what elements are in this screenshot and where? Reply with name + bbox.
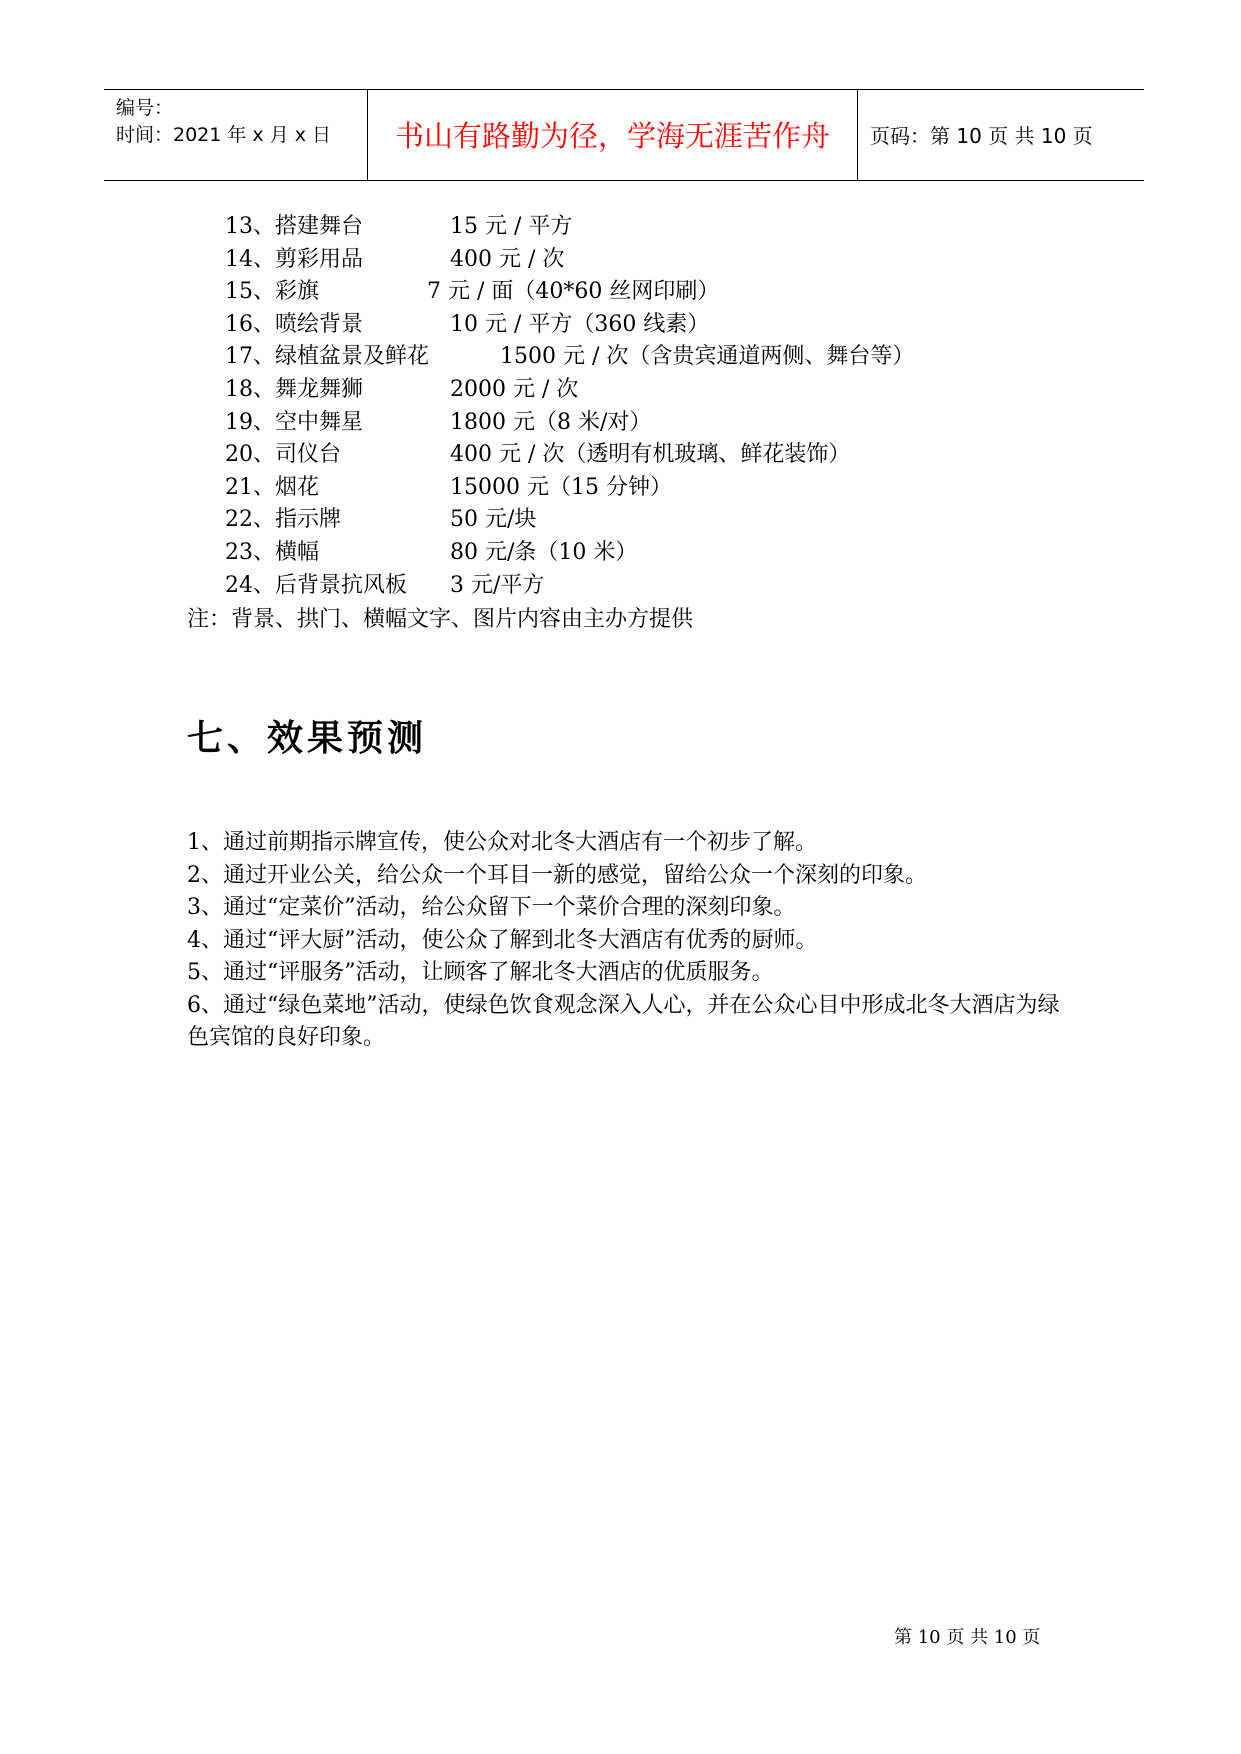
list-item <box>225 407 1125 440</box>
serial-label: 编号： <box>116 97 174 119</box>
item-name: 16、喷绘背景 <box>225 311 363 337</box>
item-name: 13、搭建舞台 <box>225 214 363 239</box>
item-name: 21、烟花 <box>225 474 319 500</box>
list-item: 2、通过开业公关，给公众一个耳目一新的感觉，留给公众一个深刻的印象。 <box>187 862 927 888</box>
list-item <box>225 244 1125 277</box>
list-item: 5、通过“评服务”活动，让顾客了解北冬大酒店的优质服务。 <box>187 960 774 985</box>
item-name: 19、空中舞星 <box>225 409 363 435</box>
item-price: 1800 元（8 米/对） <box>450 409 652 435</box>
item-price: 15 元 / 平方 <box>450 214 573 239</box>
item-price: 2000 元 / 次 <box>450 376 579 402</box>
note-text: 注：背景、拱门、横幅文字、图片内容由主办方提供 <box>187 607 694 632</box>
price-item-list <box>225 211 1125 602</box>
item-name: 22、指示牌 <box>225 507 341 533</box>
list-item <box>225 504 1125 537</box>
list-item <box>225 276 1125 309</box>
item-name: 24、后背景抗风板 <box>225 572 407 598</box>
list-item <box>225 537 1125 570</box>
header-motto: 书山有路勤为径，学海无涯苦作舟 <box>368 90 858 180</box>
item-price: 10 元 / 平方（360 线素） <box>450 311 710 337</box>
list-item: 4、通过“评大厨”活动，使公众了解到北冬大酒店有优秀的厨师。 <box>187 927 818 953</box>
item-name: 23、横幅 <box>225 539 319 565</box>
list-item: 1、通过前期指示牌宣传，使公众对北冬大酒店有一个初步了解。 <box>187 830 817 855</box>
header-meta <box>104 90 368 180</box>
list-item <box>225 472 1125 505</box>
item-name: 14、剪彩用品 <box>225 246 363 272</box>
list-item: 6、通过“绿色菜地”活动，使绿色饮食观念深入人心，并在公众心目中形成北冬大酒店为绿色宾馆的良好印象。 <box>187 992 1060 1050</box>
item-price: 15000 元（15 分钟） <box>450 474 672 500</box>
item-price: 3 元/平方 <box>450 572 545 598</box>
list-item: 3、通过“定菜价”活动，给公众留下一个菜价合理的深刻印象。 <box>187 895 796 920</box>
header-page-info: 页码：第 10 页 共 10 页 <box>870 124 1093 148</box>
item-price: 7 元 / 面（40*60 丝网印刷） <box>427 279 720 305</box>
list-item <box>225 374 1125 407</box>
item-price: 400 元 / 次（透明有机玻璃、鲜花装饰） <box>450 442 851 468</box>
list-item <box>225 439 1125 472</box>
section-title: 七、效果预测 <box>187 718 428 759</box>
item-price: 1500 元 / 次（含贵宾通道两侧、舞台等） <box>500 344 915 370</box>
time-label: 时间：2021 年 x 月 x 日 <box>116 124 332 146</box>
list-item <box>225 570 1125 603</box>
page-footer: 第 10 页 共 10 页 <box>894 1627 1041 1648</box>
list-item <box>225 341 1125 374</box>
item-name: 20、司仪台 <box>225 442 341 468</box>
item-price: 400 元 / 次 <box>450 246 565 272</box>
page-header <box>104 89 1144 181</box>
item-price: 80 元/条（10 米） <box>450 539 638 565</box>
list-item <box>225 309 1125 342</box>
effect-list <box>187 827 1067 1055</box>
item-name: 15、彩旗 <box>225 279 319 305</box>
item-name: 18、舞龙舞狮 <box>225 376 363 402</box>
list-item <box>225 211 1125 244</box>
item-name: 17、绿植盆景及鲜花 <box>225 344 429 370</box>
item-price: 50 元/块 <box>450 507 537 533</box>
